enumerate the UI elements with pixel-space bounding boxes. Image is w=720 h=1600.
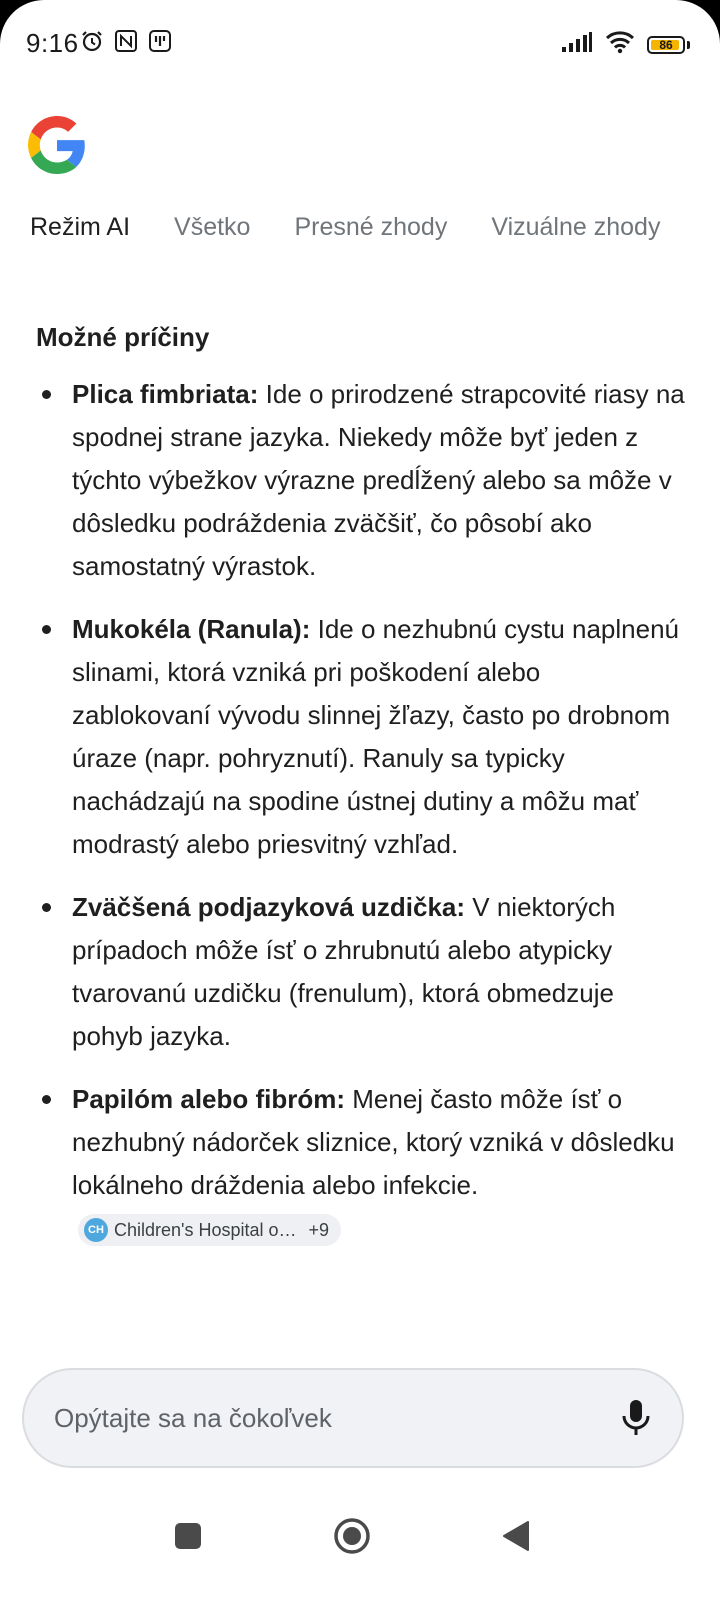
back-triangle-icon[interactable] — [486, 1506, 546, 1566]
status-bar — [0, 0, 720, 86]
battery-body — [647, 36, 685, 54]
tab-all[interactable]: Všetko — [174, 213, 251, 241]
source-chip[interactable] — [78, 1214, 341, 1246]
tab-visual-matches[interactable]: Vizuálne zhody — [491, 213, 661, 241]
cause-term: Mukokéla (Ranula): — [72, 614, 311, 644]
cause-term: Plica fimbriata: — [72, 379, 259, 409]
cause-description: Menej často môže ísť o nezhubný nádorček sliznice, ktorý vzniká v dôsledku lokálneho dráždenia alebo infekcie. — [72, 1084, 675, 1200]
status-icons-right — [561, 30, 690, 59]
tab-exact-matches[interactable]: Presné zhody — [294, 213, 448, 241]
recents-square-icon[interactable] — [158, 1506, 218, 1566]
wifi-icon — [605, 30, 635, 59]
causes-list — [36, 373, 686, 1250]
battery-icon — [647, 36, 690, 54]
signal-icon — [561, 31, 593, 58]
source-label: Children's Hospital o… — [114, 1220, 297, 1241]
cause-description: V niektorých prípadoch môže ísť o zhrubnutú alebo atypicky tvarovanú uzdičku (frenulum), ktorá obmedzuje pohyb jazyka. — [72, 892, 616, 1051]
list-item — [36, 886, 686, 1058]
nfc-icon — [114, 29, 138, 53]
list-item — [36, 1078, 686, 1250]
source-logo-icon: CH — [84, 1218, 108, 1242]
tab-ai-mode[interactable]: Režim AI — [30, 213, 131, 241]
battery-cap — [687, 41, 690, 49]
section-title: Možné príčiny — [36, 322, 210, 352]
ask-input[interactable] — [52, 1402, 620, 1435]
cause-description: Ide o prirodzené strapcovité riasy na spodnej strane jazyka. Niekedy môže byť jeden z týchto výbežkov výrazne predĺžený alebo sa môže v dôsledku podráždenia zväčšiť, čo pôsobí ako samostatný výrastok. — [72, 379, 685, 581]
system-nav-bar — [0, 1490, 720, 1600]
ai-answer — [36, 322, 686, 1270]
microphone-icon[interactable] — [620, 1398, 652, 1438]
app-notification-icon — [148, 29, 172, 53]
list-item — [36, 373, 686, 588]
cause-description: Ide o nezhubnú cystu naplnenú slinami, ktorá vzniká pri poškodení alebo zablokovaní vývodu slinnej žľazy, často po drobnom úraze (napr. pohryznutí). Ranuly sa typicky nachádzajú na spodine ústnej dutiny a môžu mať modrastý alebo priesvitný vzhľad. — [72, 614, 679, 859]
search-mode-tabs — [30, 213, 704, 242]
google-logo-icon[interactable] — [28, 116, 86, 174]
source-more-count: +9 — [308, 1220, 330, 1241]
alarm-icon — [80, 29, 104, 53]
cause-term: Papilóm alebo fibróm: — [72, 1084, 346, 1114]
home-circle-icon[interactable] — [322, 1506, 382, 1566]
cause-term: Zväčšená podjazyková uzdička: — [72, 892, 466, 922]
battery-level: 86 — [659, 37, 673, 52]
ask-search-bar[interactable] — [22, 1368, 684, 1468]
list-item — [36, 608, 686, 866]
status-time: 9:16 — [26, 28, 79, 58]
status-icons-left — [80, 29, 172, 53]
